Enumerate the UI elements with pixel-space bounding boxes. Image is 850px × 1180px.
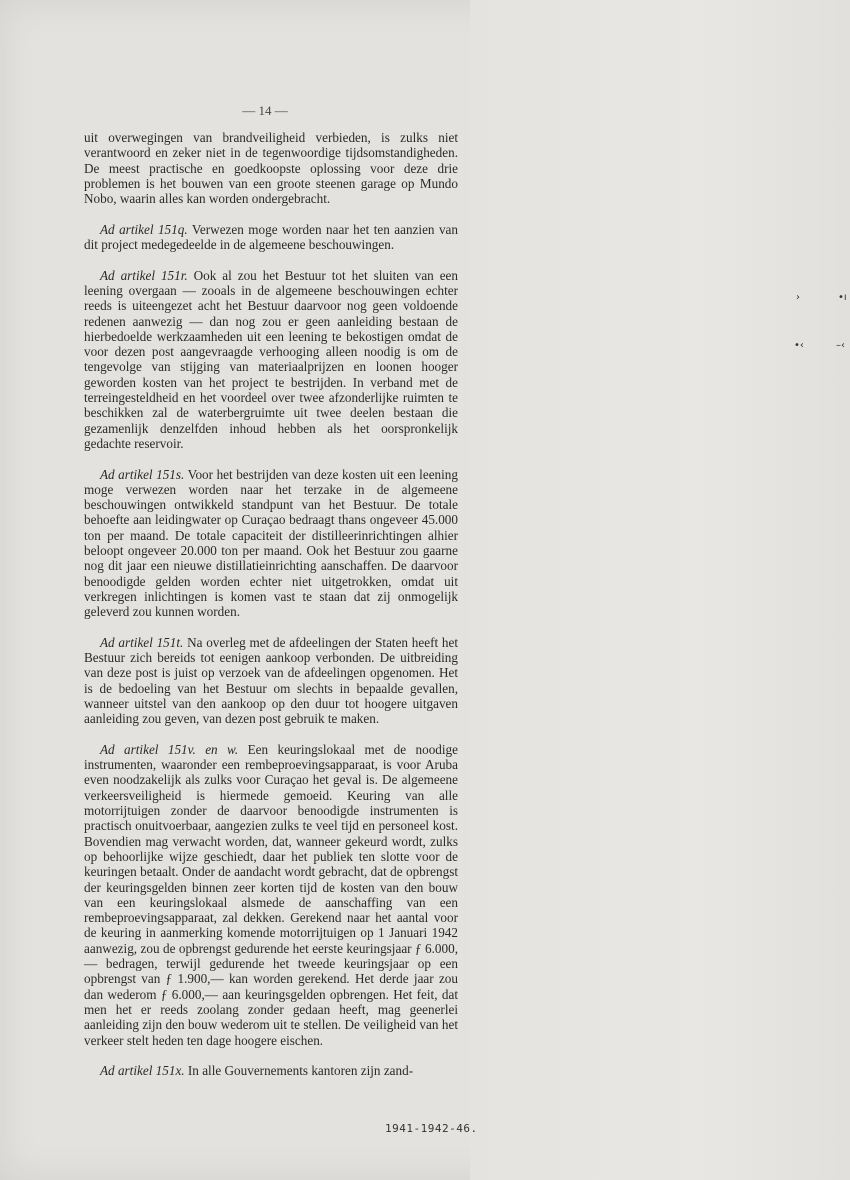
paragraph-text: Een keuringslokaal met de noodige instrumenten, waaronder een rembeproevingsapparaat, is voor Aruba even noodzakelijk als zulks voor Curaçao het geval is. De algemeene verkeersveiligheid is hiermede gemoeid. Keuring van alle motorrijtuigen zonder de daarvoor benoodigde instrumenten is practisch onuitvoerbaar, aangezien zulks te veel tijd en personeel kost. Bovendien mag verwacht worden, dat, wanneer gekeurd wordt, zulks op behoorlijke wijze geschiedt, daar het publiek ten slotte voor de keuringen betaalt. Onder de aandacht wordt gebracht, dat de opbrengst der keuringsgelden binnen zeer korten tijd de kosten van den bouw van een keuringslokaal alsmede de aanschaffing van een rembeproevingsapparaat, zal dekken. Gerekend naar het aantal voor de keuring in aanmerking komende motorrijtuigen op 1 Januari 1942 aanwezig, zou de opbrengst gedurende het eerste keuringsjaar ƒ 6.000,— bedragen, terwijl gedurende het tweede keuringsjaar op een opbrengst van ƒ 1.900,— kan worden gerekend. Het derde jaar zou dan wederom ƒ 6.000,— aan keuringsgelden opbrengen. Het feit, dat men het er reeds zoolang zonder gedaan heeft, mag geenerlei aanleiding zijn den bouw wederom uit te stellen. De veiligheid van het verkeer stelt heden ten dage hoogere eischen. — [84, 741, 459, 1048]
margin-mark: › — [796, 292, 800, 303]
paragraph-article-151q — [84, 222, 458, 253]
paragraph-text: Voor het bestrijden van deze kosten uit een leening moge verwezen worden naar het terzake in de algemeene beschouwingen ontwikkeld standpunt van het Bestuur. De totale behoefte aan leidingwater op Curaçao bedraagt thans ongeveer 45.000 ton per maand. De totale capaciteit der distilleerinrichtingen alhier beloopt ongeveer 20.000 ton per maand. Ook het Bestuur zou gaarne nog dit jaar een nieuwe distillatieinrichting aanschaffen. De daarvoor benoodigde gelden worden echter niet uitgetrokken, omdat uit verkregen inlichtingen is komen vast te staan dat zij onmogelijk geleverd zou kunnen worden. — [84, 466, 458, 620]
paragraph-article-151x — [84, 1063, 458, 1078]
paragraph-article-151t — [84, 635, 458, 727]
margin-mark: –‹ — [836, 340, 845, 351]
article-label: Ad artikel 151t. — [100, 634, 184, 650]
paragraph-text: In alle Gouvernements kantoren zijn zand- — [187, 1063, 414, 1079]
article-label: Ad artikel 151s. — [100, 466, 185, 482]
paragraph-article-151s — [84, 467, 458, 620]
body-text — [84, 130, 458, 1094]
paragraph-text: Na overleg met de afdeelingen der Staten heeft het Bestuur zich bereids tot eenigen aankoop verbonden. De uitbreiding van deze post is juist op verzoek van de afdeelingen opgenomen. Het is de bedoeling van het Bestuur om slechts in bepaalde gevallen, wanneer uitstel van den aankoop op den duur tot hoogere uitgaven aanleiding zou geven, van dezen post gebruik te maken. — [84, 634, 458, 727]
article-label: Ad artikel 151q. — [100, 221, 188, 237]
paragraph-text: Ook al zou het Bestuur tot het sluiten van een leening overgaan — zooals in de algemeene beschouwingen echter reeds is uiteengezet acht het Bestuur daarvoor nog geen voldoende redenen aanwezig — dan nog zou er geen aanleiding bestaan de hierbedoelde werkzaamheden uit een leening te bekostigen omdat de voor dezen post aangevraagde verhooging alleen noodig is om de tengevolge van stijging van materiaalprijzen en loonen hooger geworden kosten van het project te bestrijden. In verband met de terreingesteldheid en het voordeel over twee afzonderlijke ruimten te beschikken zal de waterbergruimte uit twee deelen bestaan die gezamenlijk denzelfden inhoud hebben als het oorspronkelijk gedachte reservoir. — [84, 267, 458, 451]
paragraph-article-151r — [84, 268, 458, 452]
margin-mark: •ı — [838, 292, 847, 303]
footer-stamp: 1941-1942-46. — [385, 1122, 478, 1135]
paragraph-text: Verwezen moge worden naar het ten aanzien van dit project medegedeelde in de algemeene beschouwingen. — [84, 221, 459, 253]
article-label: Ad artikel 151r. — [100, 267, 188, 283]
paragraph-continuation — [84, 130, 458, 206]
paragraph-article-151v-w — [84, 742, 458, 1048]
page-number: — 14 — — [242, 103, 288, 118]
article-label: Ad artikel 151x. — [100, 1063, 185, 1079]
right-margin — [470, 0, 850, 1180]
paragraph-text: uit overwegingen van brandveiligheid verbieden, is zulks niet verantwoord en zeker niet in de tegenwoordige tijdsomstandigheden. De meest practische en goedkoopste oplossing voor deze drie problemen is het bouwen van een groote steenen garage op Mundo Nobo, waarin alles kan worden ondergebracht. — [84, 130, 458, 207]
article-label: Ad artikel 151v. en w. — [100, 741, 239, 757]
margin-mark: •‹ — [794, 340, 804, 351]
